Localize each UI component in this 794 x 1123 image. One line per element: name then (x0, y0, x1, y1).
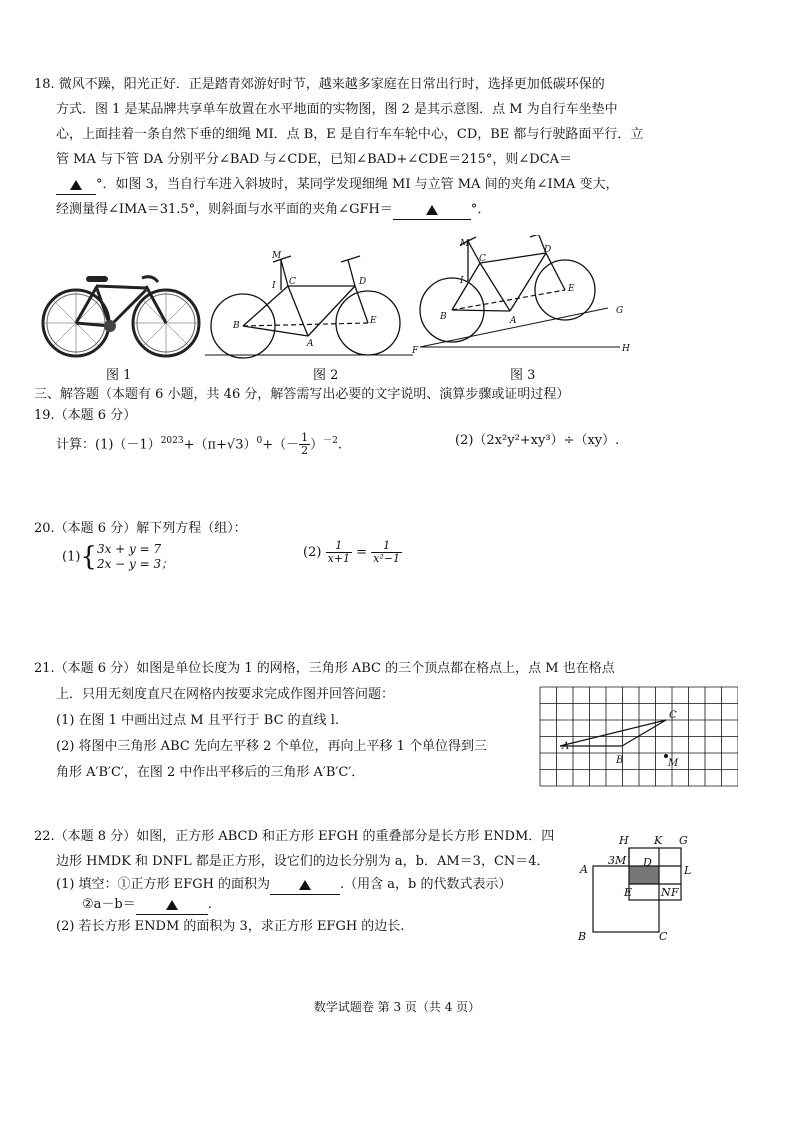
fig2-label-e: E (370, 316, 377, 326)
q19-p1-exp1: 2023 (160, 436, 184, 446)
q19-p1-end: . (337, 437, 343, 453)
fig3-label-c: C (479, 254, 486, 264)
page-footer: 数学试题卷 第 3 页（共 4 页） (313, 1000, 481, 1014)
sq-label-k: K (654, 834, 663, 847)
fig2-label-b: B (233, 321, 240, 331)
sq-label-e: E (624, 886, 633, 899)
q19-title: 19.（本题 6 分） (34, 408, 137, 423)
q20-part1 (62, 542, 173, 572)
blank-triangle-icon (426, 205, 438, 215)
q18-line-5-text: °．如图 3，当自行车进入斜坡时，某同学发现细绳 MI 与立管 MA 间的夹角∠IMA 变大， (96, 177, 619, 192)
fig1-caption: 图 1 (106, 368, 132, 383)
q20-f1-den: x+1 (327, 552, 350, 565)
answer-blank-area (270, 876, 340, 895)
q18-line-1: 18. 微风不躁，阳光正好．正是踏青郊游好时节，越来越多家庭在日常出行时，选择更加低碳环保的 (34, 77, 605, 92)
q19-frac-num: 1 (301, 431, 309, 445)
system-brace: { (80, 542, 97, 572)
q19-p1-pre: 计算：(1)（－1） (56, 437, 161, 453)
q20-part2 (303, 540, 402, 565)
q21-line-4: (2) 将图中三角形 ABC 先向左平移 2 个单位，再向上平移 1 个单位得到三 (56, 739, 488, 754)
bicycle-slope-fig3 (410, 235, 635, 360)
sq-label-a: A (580, 863, 588, 876)
q20-equals: = (356, 545, 368, 560)
fig2-caption: 图 2 (313, 368, 339, 383)
q20-fraction-1 (326, 540, 352, 565)
q22-line-4-text: ②a－b＝ (82, 897, 136, 912)
fig2-label-i: I (272, 281, 276, 291)
q20-title: 20.（本题 6 分）解下列方程（组）： (34, 521, 247, 536)
q19-part1 (56, 432, 342, 457)
fig2-label-c: C (289, 277, 296, 287)
q20-p1-label: (1) (62, 549, 81, 565)
fig3-label-i: I (460, 276, 464, 286)
q22-line-5: (2) 若长方形 ENDM 的面积为 3，求正方形 EFGH 的边长. (56, 919, 405, 934)
fig2-label-d: D (359, 277, 367, 287)
q20-eq1: 3x + y = 7 (96, 542, 162, 556)
q19-p1-close: ） (310, 437, 324, 453)
q19-p1-mid: +（π+√3） (183, 437, 257, 453)
q22-line-3 (56, 876, 512, 895)
fig2-label-a: A (307, 339, 314, 349)
q19-half-fraction (299, 432, 310, 457)
q22-line-2: 边形 HMDK 和 DNFL 都是正方形，设它们的边长分别为 a，b．AM＝3，CN＝4． (56, 854, 550, 869)
blank-triangle-icon (299, 880, 311, 890)
fig2-label-m: M (272, 251, 282, 261)
fig3-caption: 图 3 (510, 368, 536, 383)
q19-p1-plus: +（－ (262, 437, 300, 453)
sq-label-g: G (679, 834, 688, 847)
grid-label-b: B (616, 755, 624, 766)
q21-line-1: 21.（本题 6 分）如图是单位长度为 1 的网格，三角形 ABC 的三个顶点都在格点上，点 M 也在格点 (34, 661, 615, 676)
bicycle-photo-figure (38, 268, 206, 358)
answer-blank-dca (56, 176, 96, 195)
sq-label-n: N (661, 886, 671, 899)
q19-part2: (2)（2x²y²+xy³）÷（xy）. (455, 433, 620, 448)
sq-label-l: L (684, 864, 692, 877)
q20-eq2: 2x − y = 3； (96, 557, 174, 571)
fig3-label-m: M (460, 239, 470, 249)
q19-frac-den: 2 (301, 444, 309, 458)
fig3-label-d: D (544, 245, 552, 255)
grid-label-m: M (668, 758, 679, 769)
q22-line-3-end: .（用含 a，b 的代数式表示） (340, 877, 512, 892)
q21-line-5: 角形 A′B′C′，在图 2 中作出平移后的三角形 A′B′C′． (56, 765, 365, 780)
q18-line-2: 方式．图 1 是某品牌共享单车放置在水平地面的实物图，图 2 是其示意图．点 M 为自行车坐垫中 (56, 102, 618, 117)
answer-blank-diff (136, 896, 208, 915)
q18-line-6-end: °． (470, 202, 491, 217)
sq-label-f: F (671, 886, 679, 899)
q19-p1-exp3: －2 (323, 436, 338, 446)
sq-label-b: B (578, 930, 587, 943)
fig3-label-e: E (568, 284, 575, 294)
q20-f2-num: 1 (371, 540, 402, 553)
sq-label-h: H (619, 834, 629, 847)
fig3-label-h: H (622, 344, 630, 354)
sq-label-d: D (643, 856, 652, 869)
q22-line-1: 22.（本题 8 分）如图，正方形 ABCD 和正方形 EFGH 的重叠部分是长方形 ENDM．四 (34, 829, 555, 844)
grid-label-c: C (669, 710, 677, 721)
q22-line-3-text: (1) 填空：①正方形 EFGH 的面积为 (56, 877, 271, 892)
fig3-label-g: G (616, 306, 624, 316)
q20-fraction-2 (371, 540, 402, 565)
q20-f2-den: x²−1 (373, 552, 401, 565)
q20-f1-num: 1 (326, 540, 352, 553)
q18-line-4: 管 MA 与下管 DA 分别平分∠BAD 与∠CDE，已知∠BAD+∠CDE＝215°，则∠DCA＝ (56, 152, 573, 167)
sq-label-c: C (659, 930, 668, 943)
blank-triangle-icon (166, 900, 178, 910)
q20-p2-label: (2) (303, 545, 322, 560)
q18-line-6 (56, 201, 490, 220)
squares-figure (575, 828, 700, 946)
q19-p1-exp2: 0 (256, 436, 263, 446)
fig3-label-a: A (510, 316, 517, 326)
sq-label-m: 3M (608, 854, 627, 867)
bicycle-diagram-fig2 (205, 248, 415, 360)
q18-line-3: 心，上面挂着一条自然下垂的细绳 MI．点 B，E 是自行车车轮中心，CD，BE 都与行驶路面平行．立 (56, 127, 644, 142)
q21-line-2: 上．只用无刻度直尺在网格内按要求完成作图并回答问题： (56, 687, 395, 702)
answer-blank-gfh (393, 201, 471, 220)
grid-figure (538, 686, 738, 788)
grid-label-a: A (562, 741, 570, 752)
section-3-heading: 三、解答题（本题有 6 小题，共 46 分，解答需写出必要的文字说明、演算步骤或证明过程） (34, 387, 570, 402)
blank-triangle-icon (70, 180, 82, 190)
q21-line-3: (1) 在图 1 中画出过点 M 且平行于 BC 的直线 l. (56, 713, 340, 728)
q18-line-6-text: 经测量得∠IMA＝31.5°，则斜面与水平面的夹角∠GFH＝ (56, 202, 393, 217)
equation-system (97, 542, 173, 572)
q22-line-4 (82, 896, 212, 915)
fig3-label-b: B (440, 312, 447, 322)
q18-line-5 (56, 176, 618, 195)
q22-line-4-end: . (207, 897, 212, 912)
fig3-label-f: F (412, 346, 419, 356)
